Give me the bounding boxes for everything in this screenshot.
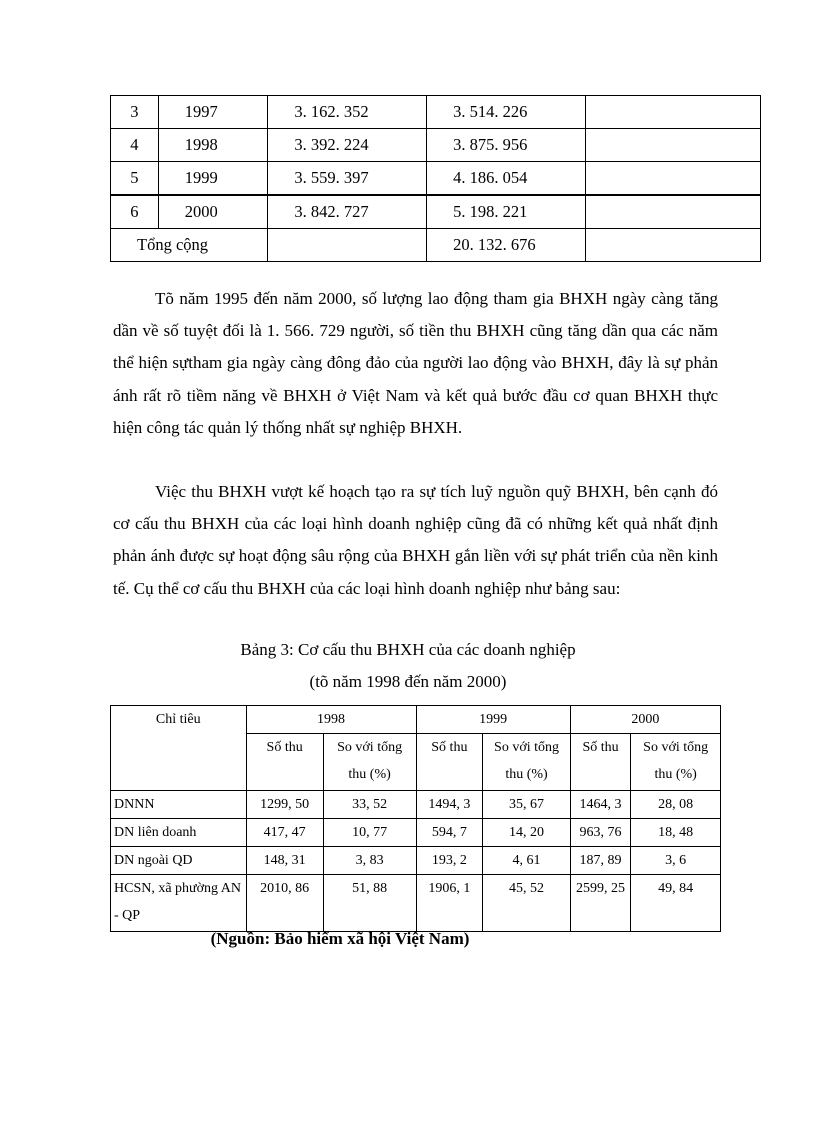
paragraph: Việc thu BHXH vượt kế hoạch tạo ra sự tích luỹ nguồn quỹ BHXH, bên cạnh đó cơ cấu thu BHXH của các loại hình doanh nghiệp cũng đã có những kết quả nhất định phản ánh được sự hoạt động sâu rộng của BHXH gắn liền với sự phát triển của nền kinh tế. Cụ thể cơ cấu thu BHXH của các loại hình doanh nghiệp như bảng sau: <box>113 482 718 598</box>
table-cell: 45, 52 <box>483 875 571 932</box>
table-cell: 3. 162. 352 <box>268 96 427 129</box>
total-label: Tổng cộng <box>111 229 268 262</box>
table-cell: 3. 842. 727 <box>268 195 427 229</box>
table-cell: 14, 20 <box>483 819 571 847</box>
row-label: HCSN, xã phường AN - QP <box>111 875 247 932</box>
table-source: (Nguồn: Bảo hiểm xã hội Việt Nam) <box>210 929 470 948</box>
table-cell: 3. 514. 226 <box>427 96 586 129</box>
table-cell: 5 <box>111 162 159 196</box>
table-subcaption: (tõ năm 1998 đến năm 2000) <box>309 672 507 691</box>
table-cell: 3, 6 <box>631 847 721 875</box>
table-cell: 1464, 3 <box>570 791 630 819</box>
header-so-thu: Số thu <box>416 734 483 791</box>
table-cell <box>268 229 427 262</box>
table-1 <box>110 95 761 262</box>
table-cell <box>585 195 760 229</box>
table-cell: 2010, 86 <box>246 875 323 932</box>
row-label: DNNN <box>111 791 247 819</box>
table-row <box>111 819 721 847</box>
row-label: DN ngoài QD <box>111 847 247 875</box>
table-cell: 1299, 50 <box>246 791 323 819</box>
table-cell: 3. 875. 956 <box>427 129 586 162</box>
header-so-thu: Số thu <box>570 734 630 791</box>
paragraph: Tõ năm 1995 đến năm 2000, số lượng lao động tham gia BHXH ngày càng tăng dần về số tuyệt đối là 1. 566. 729 người, số tiền thu BHXH cũng tăng dần qua các năm thể hiện sựtham gia ngày càng đông đảo của người lao động vào BHXH, đây là sự phản ánh rất rõ tiềm năng về BHXH ở Việt Nam và kết quả bước đầu cơ quan BHXH thực hiện công tác quản lý thống nhất sự nghiệp BHXH. <box>113 289 718 437</box>
table-cell: 187, 89 <box>570 847 630 875</box>
row-label: DN liên doanh <box>111 819 247 847</box>
table-cell: 6 <box>111 195 159 229</box>
table-cell: 3. 392. 224 <box>268 129 427 162</box>
table-cell: 35, 67 <box>483 791 571 819</box>
table-caption: Bảng 3: Cơ cấu thu BHXH của các doanh nghiệp <box>240 640 576 659</box>
table-cell: 3. 559. 397 <box>268 162 427 196</box>
table-cell: 33, 52 <box>323 791 416 819</box>
table-cell: 1998 <box>158 129 268 162</box>
table-header-row <box>111 706 721 734</box>
table-cell: 594, 7 <box>416 819 483 847</box>
table-cell: 1494, 3 <box>416 791 483 819</box>
table-cell: 2000 <box>158 195 268 229</box>
table-cell: 28, 08 <box>631 791 721 819</box>
table-cell: 49, 84 <box>631 875 721 932</box>
table-cell: 3, 83 <box>323 847 416 875</box>
table-3 <box>110 705 721 932</box>
table-cell: 417, 47 <box>246 819 323 847</box>
header-so-voi: So với tổng thu (%) <box>323 734 416 791</box>
table-row <box>111 96 761 129</box>
table-row <box>111 875 721 932</box>
header-year: 1999 <box>416 706 570 734</box>
table-cell: 2599, 25 <box>570 875 630 932</box>
table-cell: 1906, 1 <box>416 875 483 932</box>
table-row <box>111 791 721 819</box>
table-cell <box>585 129 760 162</box>
table-row <box>111 847 721 875</box>
table-cell: 1999 <box>158 162 268 196</box>
table-cell: 10, 77 <box>323 819 416 847</box>
table-cell: 5. 198. 221 <box>427 195 586 229</box>
header-so-thu: Số thu <box>246 734 323 791</box>
table-cell: 4 <box>111 129 159 162</box>
table-cell <box>585 229 760 262</box>
table-cell: 963, 76 <box>570 819 630 847</box>
header-year: 2000 <box>570 706 720 734</box>
header-year: 1998 <box>246 706 416 734</box>
table-cell <box>585 162 760 196</box>
table-cell: 51, 88 <box>323 875 416 932</box>
table-row <box>111 129 761 162</box>
table-cell: 4, 61 <box>483 847 571 875</box>
table-cell: 3 <box>111 96 159 129</box>
header-chi-tieu: Chỉ tiêu <box>111 706 247 791</box>
table-cell: 18, 48 <box>631 819 721 847</box>
table-cell: 1997 <box>158 96 268 129</box>
header-so-voi: So với tổng thu (%) <box>631 734 721 791</box>
table-row <box>111 195 761 229</box>
table-cell: 148, 31 <box>246 847 323 875</box>
table-total-row <box>111 229 761 262</box>
total-value: 20. 132. 676 <box>427 229 586 262</box>
table-cell: 193, 2 <box>416 847 483 875</box>
table-cell <box>585 96 760 129</box>
table-row <box>111 162 761 196</box>
header-so-voi: So với tổng thu (%) <box>483 734 571 791</box>
table-cell: 4. 186. 054 <box>427 162 586 196</box>
